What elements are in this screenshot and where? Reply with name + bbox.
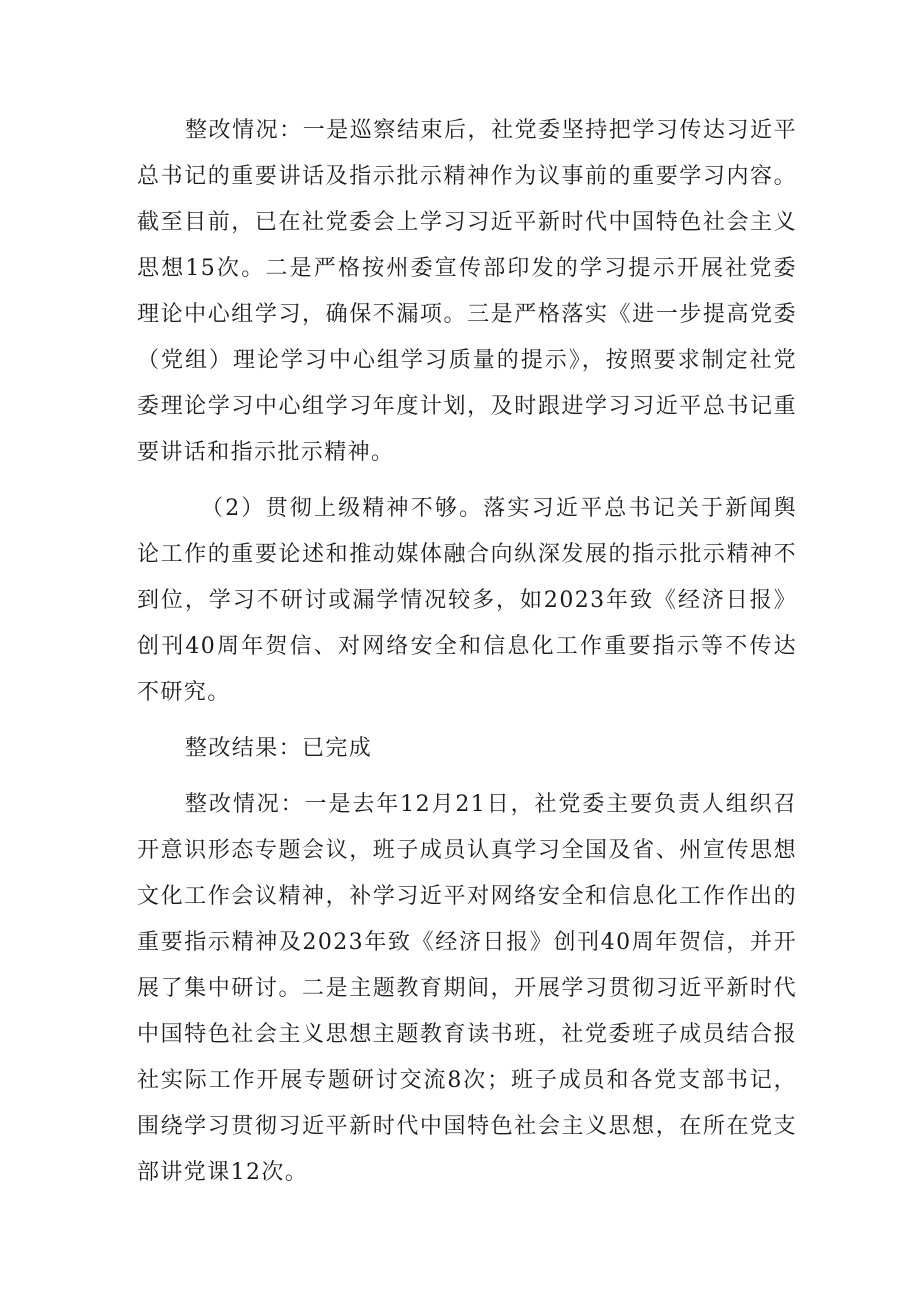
paragraph-rectification-status-2: 整改情况：一是去年12月21日，社党委主要负责人组织召开意识形态专题会议，班子成员认真学习全国及省、州宣传思想文化工作会议精神，补学习近平对网络安全和信息化工作作出的重要指示精神及2023年致《经济日报》创刊40周年贺信，并开展了集中研讨。二是主题教育期间，开展学习贯彻习近平新时代中国特色社会主义思想主题教育读书班，社党委班子成员结合报社实际工作开展专题研讨交流8次；班子成员和各党支部书记，围绕学习贯彻习近平新时代中国特色社会主义思想，在所在党支部讲党课12次。 (137, 792, 797, 1185)
paragraph-issue-2: （2）贯彻上级精神不够。落实习近平总书记关于新闻舆论工作的重要论述和推动媒体融合向纵深发展的指示批示精神不到位，学习不研讨或漏学情况较多，如2023年致《经济日报》创刊40周年贺信、对网络安全和信息化工作重要指示等不传达不研究。 (137, 496, 797, 705)
document-body (137, 108, 797, 1206)
paragraph-rectification-status-1: 整改情况：一是巡察结束后，社党委坚持把学习传达习近平总书记的重要讲话及指示批示精神作为议事前的重要学习内容。截至目前，已在社党委会上学习习近平新时代中国特色社会主义思想15次。二是严格按州委宣传部印发的学习提示开展社党委理论中心组学习，确保不漏项。三是严格落实《进一步提高党委（党组）理论学习中心组学习质量的提示》，按照要求制定社党委理论学习中心组学习年度计划，及时跟进学习习近平总书记重要讲话和指示批示精神。 (137, 118, 797, 465)
paragraph-rectification-result: 整改结果：已完成 (185, 736, 373, 761)
